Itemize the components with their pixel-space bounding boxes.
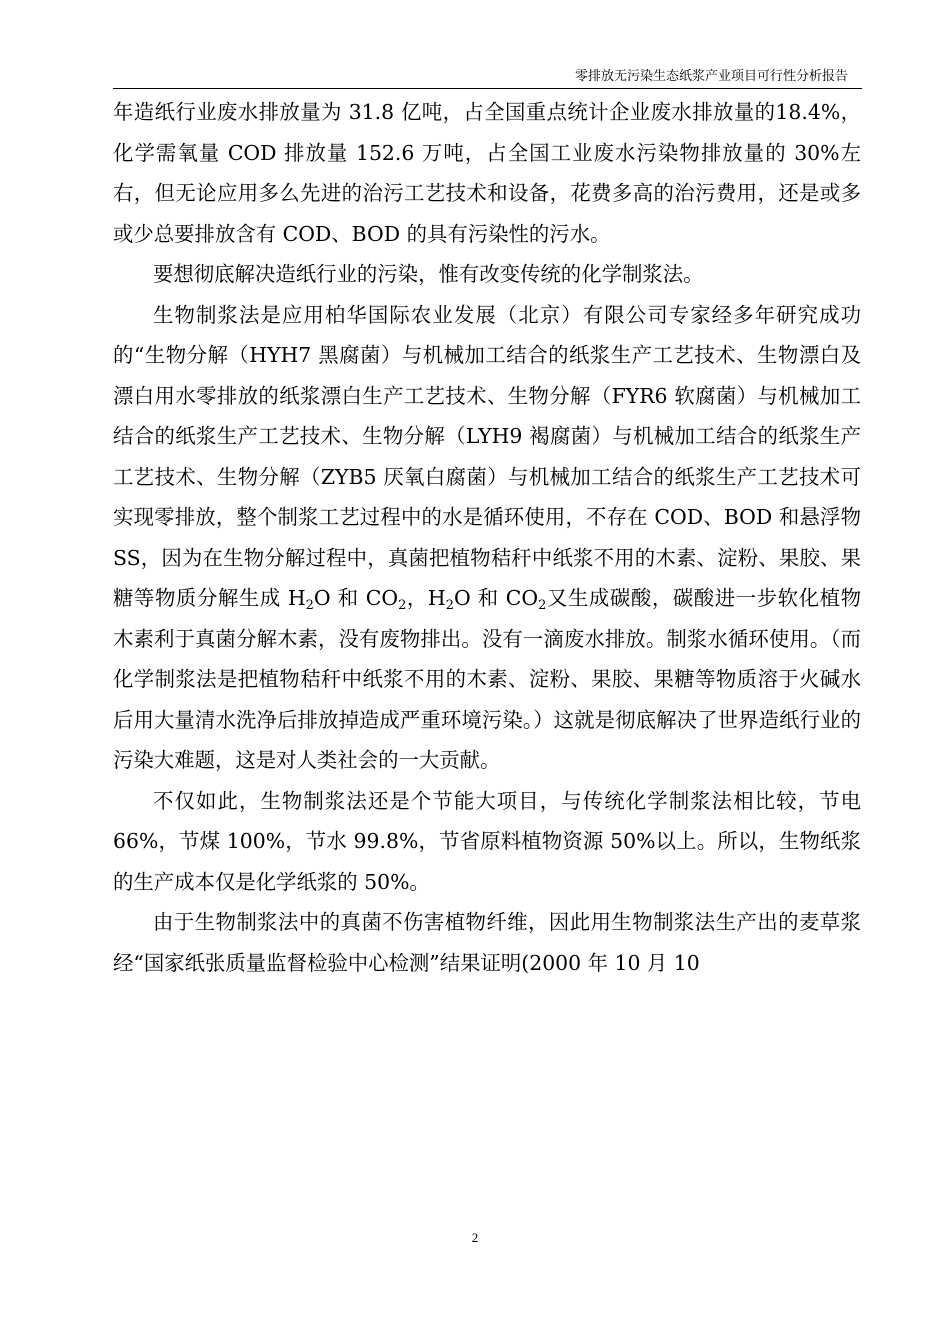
paragraph-energy-saving: 不仅如此，生物制浆法还是个节能大项目，与传统化学制浆法相比较，节电 66%，节煤 100%，节水 99.8%，节省原料植物资源 50%以上。所以，生物纸浆的生产成本仅是化学纸浆的 50%。 — [113, 788, 861, 894]
text-run: 又生成碳酸，碳酸进一步软化植物木素利于真菌分解木素，没有废物排出。没有一滴废水排放。制浆水循环使用。（而化学制浆法是把植物秸秆中纸浆不用的木素、淀粉、果胶、果糖等物质溶于火碱水后用大量清水洗净后排放掉造成严重环境污染。）这就是彻底解决了世界造纸行业的污染大难题，这是对人类社会的一大贡献。 — [113, 586, 861, 772]
text-run: ，H — [406, 586, 446, 610]
paragraph-bio-pulping — [113, 295, 861, 781]
subscript: 2 — [398, 598, 407, 613]
paragraph-solution: 要想彻底解决造纸行业的污染，惟有改变传统的化学制浆法。 — [153, 262, 704, 286]
page-number: 2 — [471, 1230, 479, 1245]
subscript: 2 — [445, 598, 454, 613]
header-title: 零排放无污染生态纸浆产业项目可行性分析报告 — [574, 69, 848, 84]
paragraph-wastewater-stats: 年造纸行业废水排放量为 31.8 亿吨，占全国重点统计企业废水排放量的18.4%，化学需氧量 COD 排放量 152.6 万吨，占全国工业废水污染物排放量的 30%左右，但无论应用多么先进的治污工艺技术和设备，花费多高的治污费用，还是或多或少总要排放含有 COD、BOD 的具有污染性的污水。 — [113, 100, 861, 246]
body-text — [113, 92, 861, 983]
text-run: O 和 CO — [313, 586, 399, 610]
text-run: O 和 CO — [453, 586, 539, 610]
running-header — [113, 66, 862, 89]
paragraph-quality-test: 由于生物制浆法中的真菌不伤害植物纤维，因此用生物制浆法生产出的麦草浆经“国家纸张质量监督检验中心检测”结果证明(2000 年 10 月 10 — [113, 910, 861, 975]
text-run: 生物制浆法是应用柏华国际农业发展（北京）有限公司专家经多年研究成功的“生物分解（HYH7 黑腐菌）与机械加工结合的纸浆生产工艺技术、生物漂白及漂白用水零排放的纸浆漂白生产工艺技术、生物分解（FYR6 软腐菌）与机械加工结合的纸浆生产工艺技术、生物分解（LYH9 褐腐菌）与机械加工结合的纸浆生产工艺技术、生物分解（ZYB5 厌氧白腐菌）与机械加工结合的纸浆生产工艺技术可实现零排放，整个制浆工艺过程中的水是循环使用，不存在 COD、BOD 和悬浮物 SS，因为在生物分解过程中，真菌把植物秸秆中纸浆不用的木素、淀粉、果胶、果糖等物质分解生成 H — [113, 302, 861, 610]
subscript: 2 — [305, 598, 314, 613]
subscript: 2 — [538, 598, 547, 613]
